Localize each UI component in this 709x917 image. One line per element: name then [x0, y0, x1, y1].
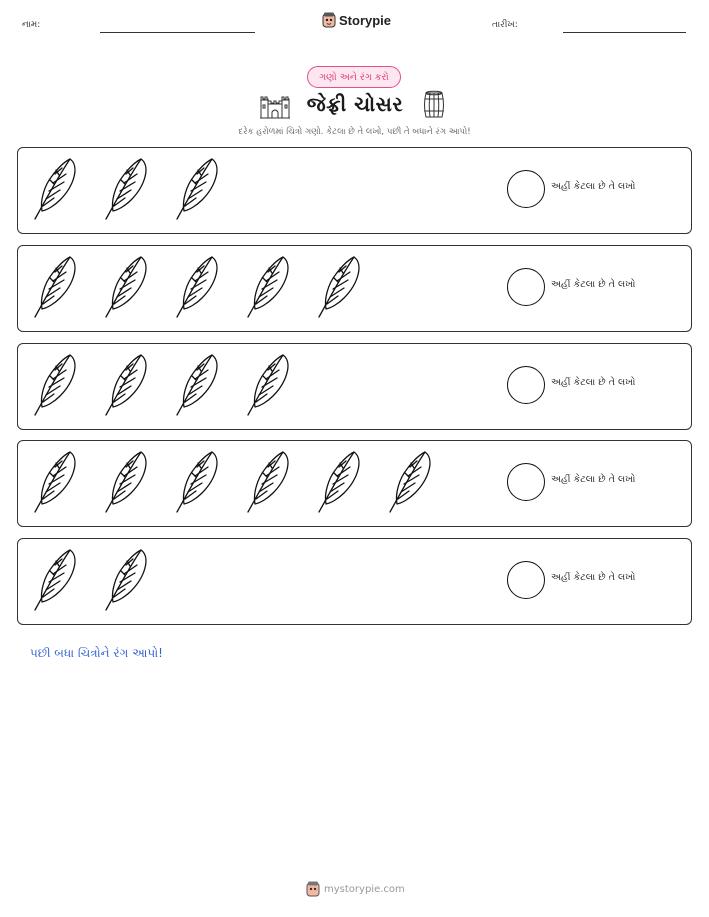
feather-quill-icon: [172, 156, 220, 222]
feather-quill-icon: [172, 449, 220, 515]
brand: [322, 12, 391, 28]
date-line[interactable]: [563, 32, 686, 33]
answer-circle[interactable]: [507, 366, 545, 404]
count-row: [17, 147, 692, 234]
answer-prompt: અહીં કેટલા છે તે લખો: [551, 376, 636, 388]
feather-quill-icon: [101, 352, 149, 418]
feather-quill-icon: [314, 254, 362, 320]
feather-quill-icon: [30, 156, 78, 222]
answer-prompt: અહીં કેટલા છે તે લખો: [551, 474, 636, 486]
storypie-mascot-icon: [306, 881, 320, 897]
castle-icon: [259, 92, 291, 120]
answer-circle[interactable]: [507, 170, 545, 208]
brand-name: Storypie: [339, 12, 392, 28]
feather-quill-icon: [30, 449, 78, 515]
storypie-mascot-icon: [322, 12, 336, 28]
count-row: [17, 245, 692, 332]
answer-prompt: અહીં કેટલા છે તે લખો: [551, 181, 636, 192]
feather-quill-icon: [172, 352, 220, 418]
count-row: [17, 538, 692, 625]
activity-badge: ગણો અને રંગ કરો: [307, 66, 401, 88]
feather-quill-icon: [30, 254, 78, 320]
feather-quill-icon: [243, 254, 291, 320]
feather-quill-icon: [314, 449, 362, 515]
feather-quill-icon: [243, 449, 291, 515]
answer-circle[interactable]: [507, 561, 545, 599]
answer-prompt: અહીં કેટલા છે તે લખો: [551, 572, 636, 583]
barrel-icon: [421, 90, 447, 120]
count-row: [17, 440, 692, 527]
site-footer: [306, 881, 405, 897]
date-label: તારીખ:: [492, 20, 518, 30]
feather-quill-icon: [30, 547, 78, 613]
feather-quill-icon: [101, 254, 149, 320]
feather-quill-icon: [101, 449, 149, 515]
name-line[interactable]: [100, 32, 255, 33]
feather-quill-icon: [101, 547, 149, 613]
answer-prompt: અહીં કેટલા છે તે લખો: [551, 278, 636, 290]
count-row: [17, 343, 692, 430]
feather-quill-icon: [385, 449, 433, 515]
answer-circle[interactable]: [507, 463, 545, 501]
feather-quill-icon: [101, 156, 149, 222]
feather-quill-icon: [30, 352, 78, 418]
answer-circle[interactable]: [507, 268, 545, 306]
instructions: દરેક હરોળમાં ચિત્રો ગણો. કેટલા છે તે લખો, પછી તે બધાને રંગ આપો!: [238, 127, 471, 137]
footer-instruction: પછી બધા ચિત્રોને રંગ આપો!: [30, 646, 163, 660]
site-url[interactable]: mystorypie.com: [324, 883, 405, 895]
feather-quill-icon: [243, 352, 291, 418]
feather-quill-icon: [172, 254, 220, 320]
name-label: નામ:: [22, 20, 41, 30]
page-title: જેફ્રી ચોસર: [306, 92, 404, 116]
